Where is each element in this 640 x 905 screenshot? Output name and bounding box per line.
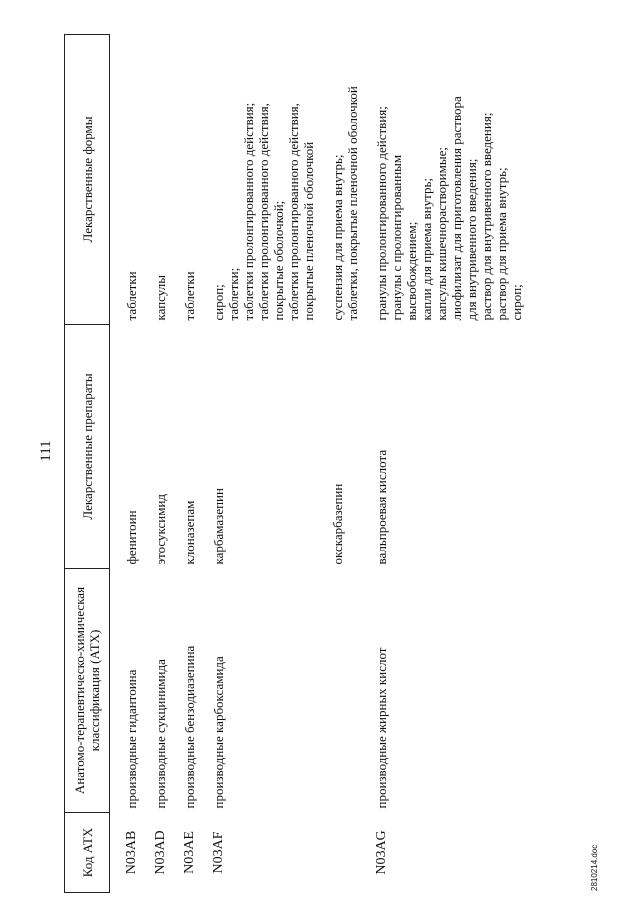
drug-name: фенитоин [124, 510, 139, 565]
dosage-forms: суспензия для приема внутрь; таблетки, покрытые пленочной оболочкой [330, 86, 360, 321]
atc-code: N03AF [211, 831, 226, 874]
table-row [139, 35, 168, 893]
atc-code: N03AG [374, 830, 389, 875]
atc-class: производные жирных кислот [374, 647, 389, 809]
atc-code: N03AB [124, 830, 139, 875]
header-drugs: Лекарственные препараты [65, 325, 110, 569]
atc-code: N03AD [153, 830, 168, 875]
dosage-forms: таблетки [124, 271, 139, 321]
atc-code [316, 813, 360, 893]
drug-name: этосуксимид [153, 493, 168, 565]
page-number: 111 [38, 440, 54, 462]
dosage-forms: сироп; таблетки; таблетки пролонгированного действия; таблетки пролонгированного действия, покрытые оболочкой; таблетки пролонгированного действия, покрытые пленочной оболочкой [211, 102, 316, 321]
drug-name: карбамазепин [211, 488, 226, 565]
atc-code: N03AE [182, 831, 197, 874]
drug-name: окскарбазепин [330, 483, 345, 565]
table-row [316, 35, 360, 893]
header-atc-classification: Анатомо-терапевтическо-химическая классификация (АТХ) [65, 569, 110, 813]
atc-class: производные карбоксамида [211, 656, 226, 809]
atc-class: производные бензодиазепина [182, 645, 197, 809]
atc-table [64, 34, 524, 893]
dosage-forms: таблетки [182, 271, 197, 321]
table-row [168, 35, 197, 893]
header-dosage-forms: Лекарственные формы [65, 35, 110, 325]
atc-class [316, 569, 360, 813]
header-atc-code: Код АТХ [65, 813, 110, 893]
table-header-row [65, 35, 110, 893]
table-row [110, 35, 140, 893]
dosage-forms: гранулы пролонгированного действия; гранулы с пролонгированным высвобождением; капли для приема внутрь; капсулы кишечнорастворимые; лиофилизат для приготовления раствора для внутривенного введения; раствор для внутривенного введения; раствор для приема внутрь; сироп; [374, 96, 524, 321]
document-id: 2810214.doc [590, 844, 599, 891]
atc-class: производные сукцинимида [153, 659, 168, 809]
table-row [360, 35, 524, 893]
dosage-forms: капсулы [153, 275, 168, 321]
atc-class: производные гидантоина [124, 669, 139, 809]
drug-name: вальпроевая кислота [374, 449, 389, 565]
table-row [197, 35, 316, 893]
drug-name: клоназепам [182, 500, 197, 565]
